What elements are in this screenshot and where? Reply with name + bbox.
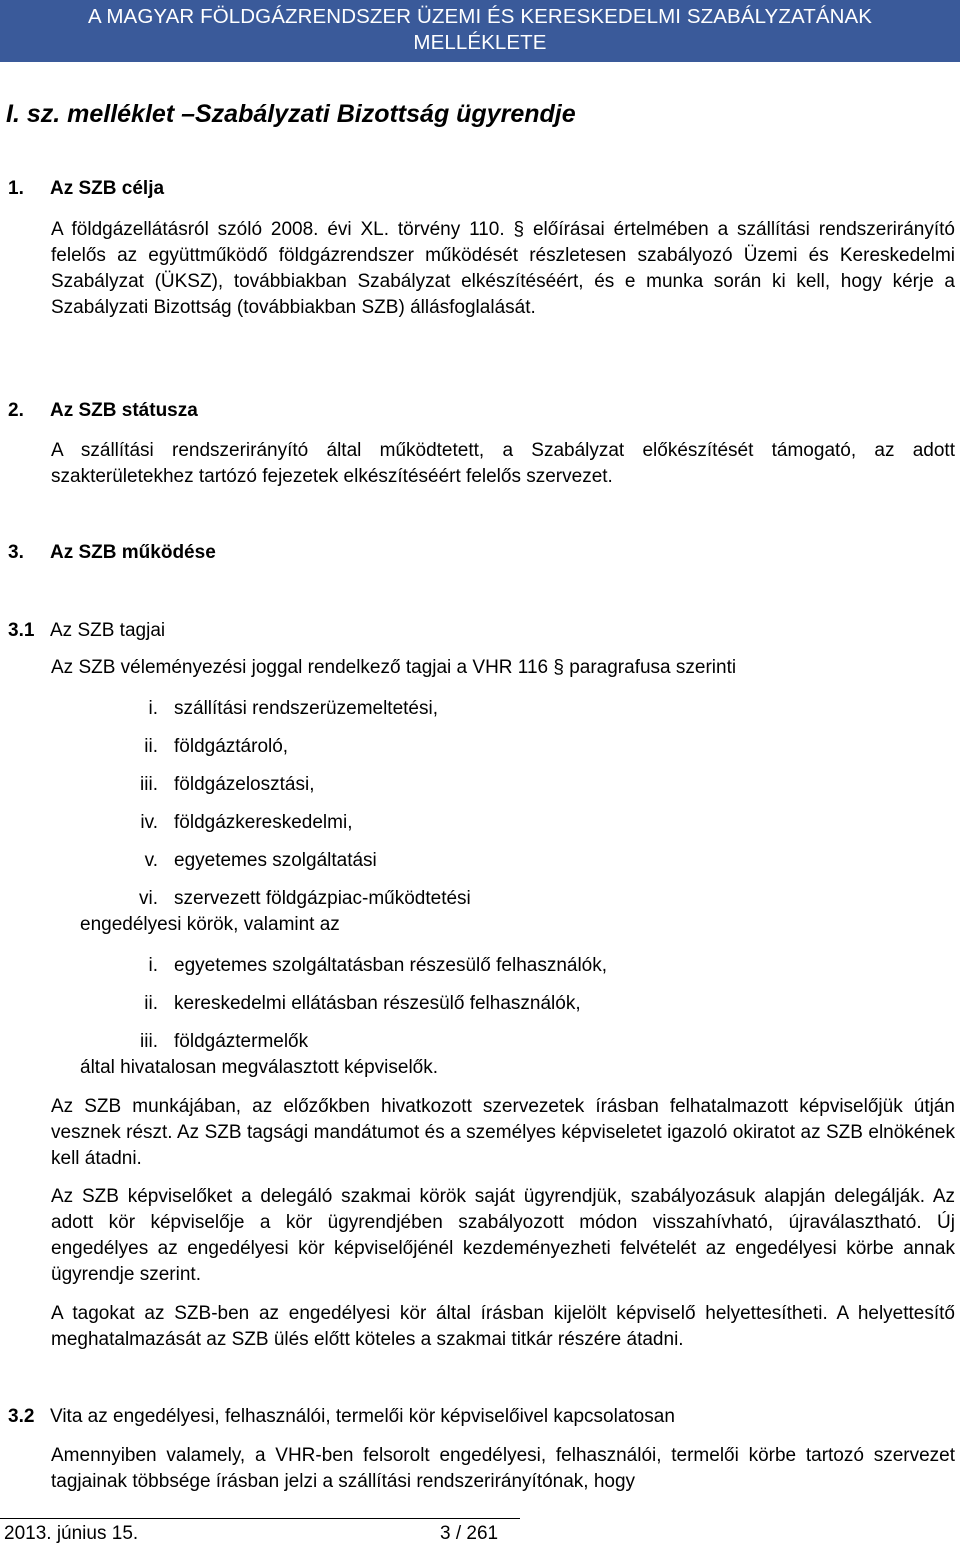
- paragraph: Az SZB munkájában, az előzőkben hivatkozott szervezetek írásban felhatalmazott képviselőjük útján vesznek részt. Az SZB tagsági mandátumot és a személyes képviseletet igazoló okiratot az SZB elnökének kell átadni.: [51, 1096, 955, 1169]
- section-1-number: 1.: [8, 178, 24, 199]
- subsection-3-1-number: 3.1: [8, 620, 35, 641]
- list-item: i. szállítási rendszerüzemeltetési,: [148, 698, 438, 719]
- annex-title: I. sz. melléklet –Szabályzati Bizottság ügyrendje: [6, 100, 576, 128]
- paragraph: Amennyiben valamely, a VHR-ben felsorolt engedélyesi, felhasználói, termelői körbe tartozó szervezet tagjainak többsége írásban jelzi a szállítási rendszerirányítónak, hogy: [51, 1445, 955, 1492]
- list-2-closing: által hivatalosan megválasztott képviselők.: [80, 1057, 439, 1078]
- section-1-title: Az SZB célja: [50, 178, 165, 199]
- list-item: iii. földgázelosztási,: [140, 774, 315, 795]
- list-item: ii. kereskedelmi ellátásban részesülő felhasználók,: [144, 993, 581, 1014]
- section-3-title: Az SZB működése: [50, 542, 216, 563]
- section-2-title: Az SZB státusza: [50, 400, 198, 421]
- list-1-closing: engedélyesi körök, valamint az: [80, 914, 340, 935]
- subsection-3-1-title: Az SZB tagjai: [50, 620, 166, 641]
- footer-date: 2013. június 15.: [4, 1523, 139, 1544]
- section-1-heading: [8, 177, 164, 201]
- section-3-number: 3.: [8, 542, 24, 563]
- list-item: i. egyetemes szolgáltatásban részesülő felhasználók,: [148, 955, 608, 976]
- subsection-3-2-title: Vita az engedélyesi, felhasználói, termelői kör képviselőivel kapcsolatosan: [50, 1406, 675, 1427]
- section-1-text: A földgázellátásról szóló 2008. évi XL. törvény 110. § előírásai értelmében a szállítási rendszerirányító felelős az együttműködő földgázrendszer működését részletesen szabályozó Üzemi és Kereskedelmi Szabályzat (ÜKSZ), továbbiakban Szabályzat elkészítéséért, és e munka során ki kell, hogy kérje a Szabályzati Bizottság (továbbiakban SZB) állásfoglalását.: [51, 219, 955, 318]
- footer-rule: [0, 1518, 520, 1519]
- section-2-heading: [8, 399, 198, 423]
- subsection-3-1-heading: [8, 619, 165, 643]
- paragraph: Az SZB képviselőket a delegáló szakmai körök saját ügyrendjük, szabályozásuk alapján delegálják. Az adott kör képviselője a kör ügyrendjében szabályozott módon visszahívható, újraválasztható. Új engedélyes az engedélyesi kör képviselőjénél kezdeményezheti felvételét az engedélyesi körbe annak ügyrendje szerint.: [51, 1186, 955, 1285]
- list-item: iv. földgázkereskedelmi,: [140, 812, 353, 833]
- section-2-number: 2.: [8, 400, 24, 421]
- header-line-2: MELLÉKLETE: [413, 31, 547, 54]
- section-2-text: A szállítási rendszerirányító által működtetett, a Szabályzat előkészítését támogató, az adott szakterületekhez tartózó fejezetek elkészítéséért felelős szervezet.: [51, 440, 955, 487]
- list-item: vi. szervezett földgázpiac-működtetési: [139, 888, 471, 909]
- members-intro: Az SZB véleményezési joggal rendelkező tagjai a VHR 116 § paragrafusa szerinti: [51, 657, 737, 678]
- list-item: iii. földgáztermelők: [140, 1031, 309, 1052]
- subsection-3-2-number: 3.2: [8, 1406, 35, 1427]
- section-3-heading: [8, 541, 216, 565]
- header-line-1: A MAGYAR FÖLDGÁZRENDSZER ÜZEMI ÉS KERESKEDELMI SZABÁLYZATÁNAK: [87, 5, 873, 28]
- paragraph: A tagokat az SZB-ben az engedélyesi kör által írásban kijelölt képviselő helyettesítheti. A helyettesítő meghatalmazását az SZB ülés előtt köteles a szakmai titkár részére átadni.: [51, 1303, 955, 1350]
- list-item: v. egyetemes szolgáltatási: [144, 850, 377, 871]
- subsection-3-2-heading: [8, 1405, 675, 1429]
- document-header: [0, 0, 960, 62]
- list-item: ii. földgáztároló,: [144, 736, 289, 757]
- page-number: 3 / 261: [440, 1523, 499, 1544]
